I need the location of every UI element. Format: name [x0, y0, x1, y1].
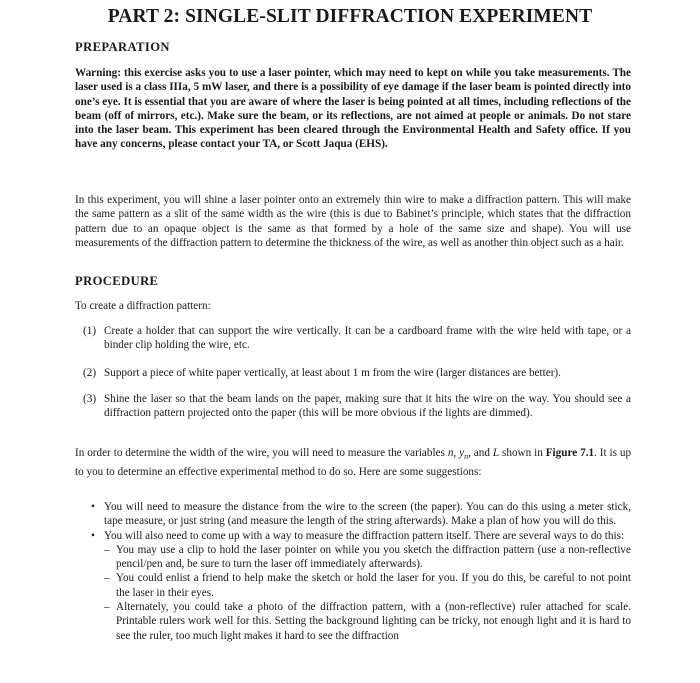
measurement-text [75, 446, 631, 479]
procedure-lead-text: To create a diffraction pattern: [75, 300, 211, 312]
variable-yn [459, 447, 469, 462]
page-title: PART 2: SINGLE-SLIT DIFFRACTION EXPERIMENT [107, 6, 593, 27]
intro-paragraph [75, 193, 631, 250]
measurement-text-part3: . It is up to you to determine an effective experimental method to do so. Here are some suggestions: [75, 447, 632, 478]
step-item [83, 392, 631, 421]
measurement-paragraph [75, 446, 631, 479]
sub-suggestion-text: Alternately, you could take a photo of the diffraction pattern, with a (non-reflective) ruler attached for scale. Printable rulers work well for this. Setting the background lighting can be tricky, not enough light and it is hard to see the ruler, too much light makes it hard to see the diffraction [116, 601, 631, 642]
sub-suggestion-text: You may use a clip to hold the laser pointer on while you you sketch the diffraction pattern (use a non-reflective pencil/pen and, be sure to turn the laser off immediately afterwards). [116, 543, 631, 571]
sub-suggestion-item [104, 571, 631, 600]
procedure-lead [75, 299, 631, 313]
and-text: , and [468, 447, 490, 459]
suggestion-list [89, 500, 631, 643]
suggestion-item [89, 500, 631, 529]
intro-text: In this experiment, you will shine a laser pointer onto an extremely thin wire to make a diffraction pattern. This will make the same pattern as a slit of the same width as the wire (this is due to Babinet’s principle, which states that the diffraction pattern due to an opaque object is the same as that formed by a hole of the same size and shape). You will use measurements of the diffraction pattern to determine the thickness of the wire, as well as another thin object such as a hair. [75, 194, 631, 249]
figure-reference: Figure 7.1 [545, 447, 595, 459]
warning-text: Warning: this exercise asks you to use a laser pointer, which may need to kept on while you take measurements. The laser used is a class IIIa, 5 mW laser, and there is a possibility of eye damage if the laser beam is pointed directly into one’s eye. It is essential that you are aware of where the laser is being pointed at all times, including reflections of the beam (off of mirrors, etc.). Make sure the beam, or its reflections, are not aimed at people or animals. Do not stare into the laser beam. This experiment has been cleared through the Environmental Health and Safety office. If you have any concerns, please contact your TA, or Scott Jaqua (EHS). [75, 67, 631, 151]
preparation-heading: PREPARATION [75, 40, 170, 54]
suggestion-text: You will also need to come up with a way to measure the diffraction pattern itself. There are several ways to do this: [104, 529, 625, 542]
step-number: (3) [83, 393, 97, 405]
bullet-icon: • [91, 501, 95, 513]
sub-suggestion-item [104, 600, 631, 643]
step-item [83, 324, 631, 353]
measurement-text-part1: In order to determine the width of the wire, you will need to measure the variables [75, 447, 445, 459]
variable-L: L [492, 447, 500, 459]
step-number: (1) [83, 325, 97, 337]
procedure-heading: PROCEDURE [75, 274, 159, 288]
step-number: (2) [83, 367, 97, 379]
sub-suggestion-list [104, 543, 631, 643]
step-text: Support a piece of white paper vertically, at least about 1 m from the wire (larger distances are better). [104, 367, 561, 379]
suggestion-text: You will need to measure the distance from the wire to the screen (the paper). You can do this using a meter stick, tape measure, or just string (and measure the length of the string afterwards). Make a plan of how you will do this. [104, 501, 631, 528]
dash-icon: – [104, 601, 110, 614]
bullet-icon: • [91, 529, 95, 542]
step-text: Create a holder that can support the wire vertically. It can be a cardboard frame with the wire held with tape, or a binder clip holding the wire, etc. [104, 325, 631, 352]
comma: , [453, 447, 457, 459]
sub-suggestion-item [104, 543, 631, 572]
variable-y: y [459, 447, 465, 459]
laser-warning-paragraph [75, 66, 631, 152]
step-text: Shine the laser so that the beam lands on the paper, making sure that it hits the wire on the way. You should see a diffraction pattern projected onto the paper (this will be more obvious if the lights are dimmed). [104, 393, 631, 420]
dash-icon: – [104, 572, 110, 585]
step-item [83, 366, 631, 380]
suggestion-item [89, 529, 631, 643]
measurement-text-part2: shown in [502, 447, 543, 459]
sub-suggestion-text: You could enlist a friend to help make the sketch or hold the laser for you. If you do this, be careful to not point the laser in their eyes. [116, 572, 631, 599]
dash-icon: – [104, 543, 110, 556]
variable-y-subscript: n [464, 452, 469, 462]
variable-n: n [447, 447, 454, 459]
